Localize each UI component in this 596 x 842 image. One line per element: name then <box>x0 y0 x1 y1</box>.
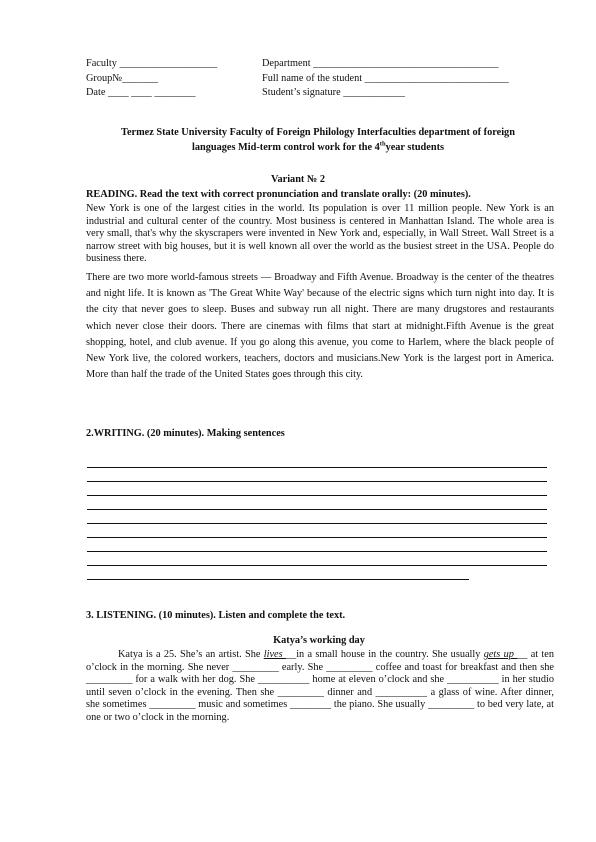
listening-text: Katya is a 25. She’s an artist. She lives __in a small house in the country. She usually gets up __ at ten o’clock in the morning. She never _________ early. She _________ coffee and toast for breakfast and then she _________ for a walk with her dog. She __________ home at eleven o’clock and she __________ in her studio until seven o’clock in the evening. Then she _________ dinner and __________ a glass of wine. After dinner, she sometimes _________ music and sometimes ________ the piano. She usually _________ to bed very late, at one or two o’clock in the morning. <box>86 649 554 723</box>
example-answer-lives: lives <box>263 649 286 660</box>
writing-line[interactable] <box>87 579 469 580</box>
title-line-1: Termez State University Faculty of Foreign Philology Interfaculties department of foreign <box>121 127 515 138</box>
listening-title: Katya’s working day <box>273 635 365 646</box>
variant-label: Variant № 2 <box>270 174 326 185</box>
writing-line[interactable] <box>87 565 547 566</box>
writing-line[interactable] <box>87 509 547 510</box>
signature-field: Student’s signature ____________ <box>262 87 406 98</box>
writing-line[interactable] <box>87 551 547 552</box>
reading-paragraph-2: There are two more world-famous streets — Broadway and Fifth Avenue. Broadway is the center of the theatres and night life. It is known as 'The Great White Way' because of the electric signs which turn night into day. It is the city that never goes to sleep. Buses and subway run all night. There are many drugstores and restaurants which never close their doors. There are cinemas with films that start at midnight.Fifth Avenue is the great shopping, hotel, and club avenue. If you go along this avenue, you come to Harlem, where the black people of New York live, the colored workers, teachers, doctors and musicians.New York is the largest port in America. More than half the trade of the United States goes through this city. <box>86 272 554 381</box>
writing-line[interactable] <box>87 537 547 538</box>
reading-heading: READING. Read the text with correct pronunciation and translate orally: (20 minutes). <box>86 189 471 200</box>
writing-line[interactable] <box>87 481 547 482</box>
reading-paragraph-1: New York is one of the largest cities in the world. Its population is over 11 million people. New York is an industrial and cultural center of the country. Most business is centered in Manhattan Island. The whole area is very small, that's why the skyscrapers were invented in New York and, especially, in Wall Street. Wall Street is a narrow street with big houses, but it is well known all over the world as the busiest street in the USA. People do business there. <box>86 203 554 265</box>
writing-line[interactable] <box>87 467 547 468</box>
department-field: Department ____________________________________ <box>262 58 499 69</box>
exam-title <box>80 125 556 155</box>
listening-heading: 3. LISTENING. (10 minutes). Listen and complete the text. <box>86 610 346 621</box>
student-name-field: Full name of the student ____________________________ <box>262 72 509 84</box>
example-answer-gets-up: gets up <box>483 649 518 660</box>
faculty-field: Faculty ___________________ <box>86 58 218 69</box>
writing-line[interactable] <box>87 523 547 524</box>
title-line-2: languages Mid-term control work for the 4thyear students <box>191 140 445 153</box>
writing-line[interactable] <box>87 495 547 496</box>
writing-heading: 2.WRITING. (20 minutes). Making sentences <box>86 428 285 439</box>
date-field: Date ____ ____ ________ <box>86 87 196 98</box>
group-field: Group№_______ <box>86 72 159 84</box>
